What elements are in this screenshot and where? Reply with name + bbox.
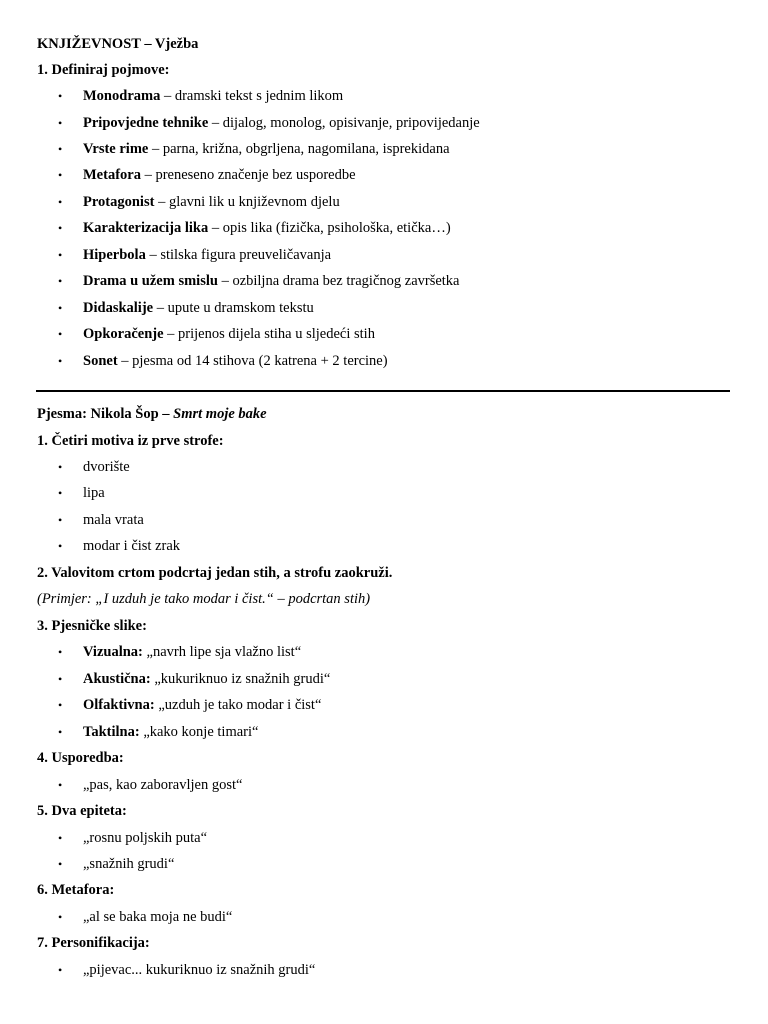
bullet-icon: • (58, 168, 63, 182)
bullet-icon: • (58, 221, 63, 235)
list-item: Protagonist – glavni lik u književnom djelu (83, 194, 340, 210)
q7-heading: 7. Personifikacija: (37, 935, 150, 951)
list-item: „pas, kao zaboravljen gost“ (83, 777, 243, 793)
list-item: Pripovjedne tehnike – dijalog, monolog, opisivanje, pripovijedanje (83, 115, 480, 131)
list-item: Opkoračenje – prijenos dijela stiha u sljedeći stih (83, 326, 375, 342)
bullet-icon: • (58, 327, 63, 341)
bullet-icon: • (58, 274, 63, 288)
bullet-icon: • (58, 248, 63, 262)
list-item: Didaskalije – upute u dramskom tekstu (83, 300, 314, 316)
bullet-icon: • (58, 645, 63, 659)
list-item: „snažnih grudi“ (83, 856, 175, 872)
q4-heading: 4. Usporedba: (37, 750, 124, 766)
bullet-icon: • (58, 778, 63, 792)
poem-heading: Pjesma: Nikola Šop – Smrt moje bake (37, 406, 267, 422)
list-item: „al se baka moja ne budi“ (83, 909, 233, 925)
list-item: Olfaktivna: „uzduh je tako modar i čist“ (83, 697, 322, 713)
q5-heading: 5. Dva epiteta: (37, 803, 127, 819)
document-title: KNJIŽEVNOST – Vježba (37, 36, 199, 52)
list-item: Vrste rime – parna, križna, obgrljena, nagomilana, isprekidana (83, 141, 450, 157)
list-item: „rosnu poljskih puta“ (83, 830, 208, 846)
bullet-icon: • (58, 910, 63, 924)
list-item: Hiperbola – stilska figura preuveličavanja (83, 247, 332, 263)
bullet-icon: • (58, 89, 63, 103)
q1-heading: 1. Četiri motiva iz prve strofe: (37, 433, 224, 449)
list-item: Monodrama – dramski tekst s jednim likom (83, 88, 344, 104)
list-item: modar i čist zrak (83, 538, 181, 554)
list-item: lipa (83, 485, 105, 501)
bullet-icon: • (58, 857, 63, 871)
bullet-icon: • (58, 486, 63, 500)
list-item: dvorište (83, 459, 130, 475)
bullet-icon: • (58, 301, 63, 315)
list-item: mala vrata (83, 512, 144, 528)
list-item: Drama u užem smislu – ozbiljna drama bez tragičnog završetka (83, 273, 460, 289)
bullet-icon: • (58, 698, 63, 712)
bullet-icon: • (58, 460, 63, 474)
q3-heading: 3. Pjesničke slike: (37, 618, 147, 634)
bullet-icon: • (58, 539, 63, 553)
list-item: Taktilna: „kako konje timari“ (83, 724, 259, 740)
bullet-icon: • (58, 672, 63, 686)
section1-heading: 1. Definiraj pojmove: (37, 62, 170, 78)
bullet-icon: • (58, 831, 63, 845)
list-item: „pijevac... kukuriknuo iz snažnih grudi“ (83, 962, 316, 978)
bullet-icon: • (58, 513, 63, 527)
list-item: Akustična: „kukuriknuo iz snažnih grudi“ (83, 671, 331, 687)
list-item: Karakterizacija lika – opis lika (fizička, psihološka, etička…) (83, 220, 451, 236)
bullet-icon: • (58, 354, 63, 368)
horizontal-divider (36, 390, 730, 392)
list-item: Vizualna: „navrh lipe sja vlažno list“ (83, 644, 302, 660)
bullet-icon: • (58, 725, 63, 739)
list-item: Metafora – preneseno značenje bez usporedbe (83, 167, 356, 183)
bullet-icon: • (58, 116, 63, 130)
bullet-icon: • (58, 195, 63, 209)
q2-example: (Primjer: „I uzduh je tako modar i čist.“ – podcrtan stih) (37, 591, 371, 607)
bullet-icon: • (58, 963, 63, 977)
list-item: Sonet – pjesma od 14 stihova (2 katrena + 2 tercine) (83, 353, 388, 369)
q6-heading: 6. Metafora: (37, 882, 115, 898)
bullet-icon: • (58, 142, 63, 156)
q2-heading: 2. Valovitom crtom podcrtaj jedan stih, a strofu zaokruži. (37, 565, 393, 581)
